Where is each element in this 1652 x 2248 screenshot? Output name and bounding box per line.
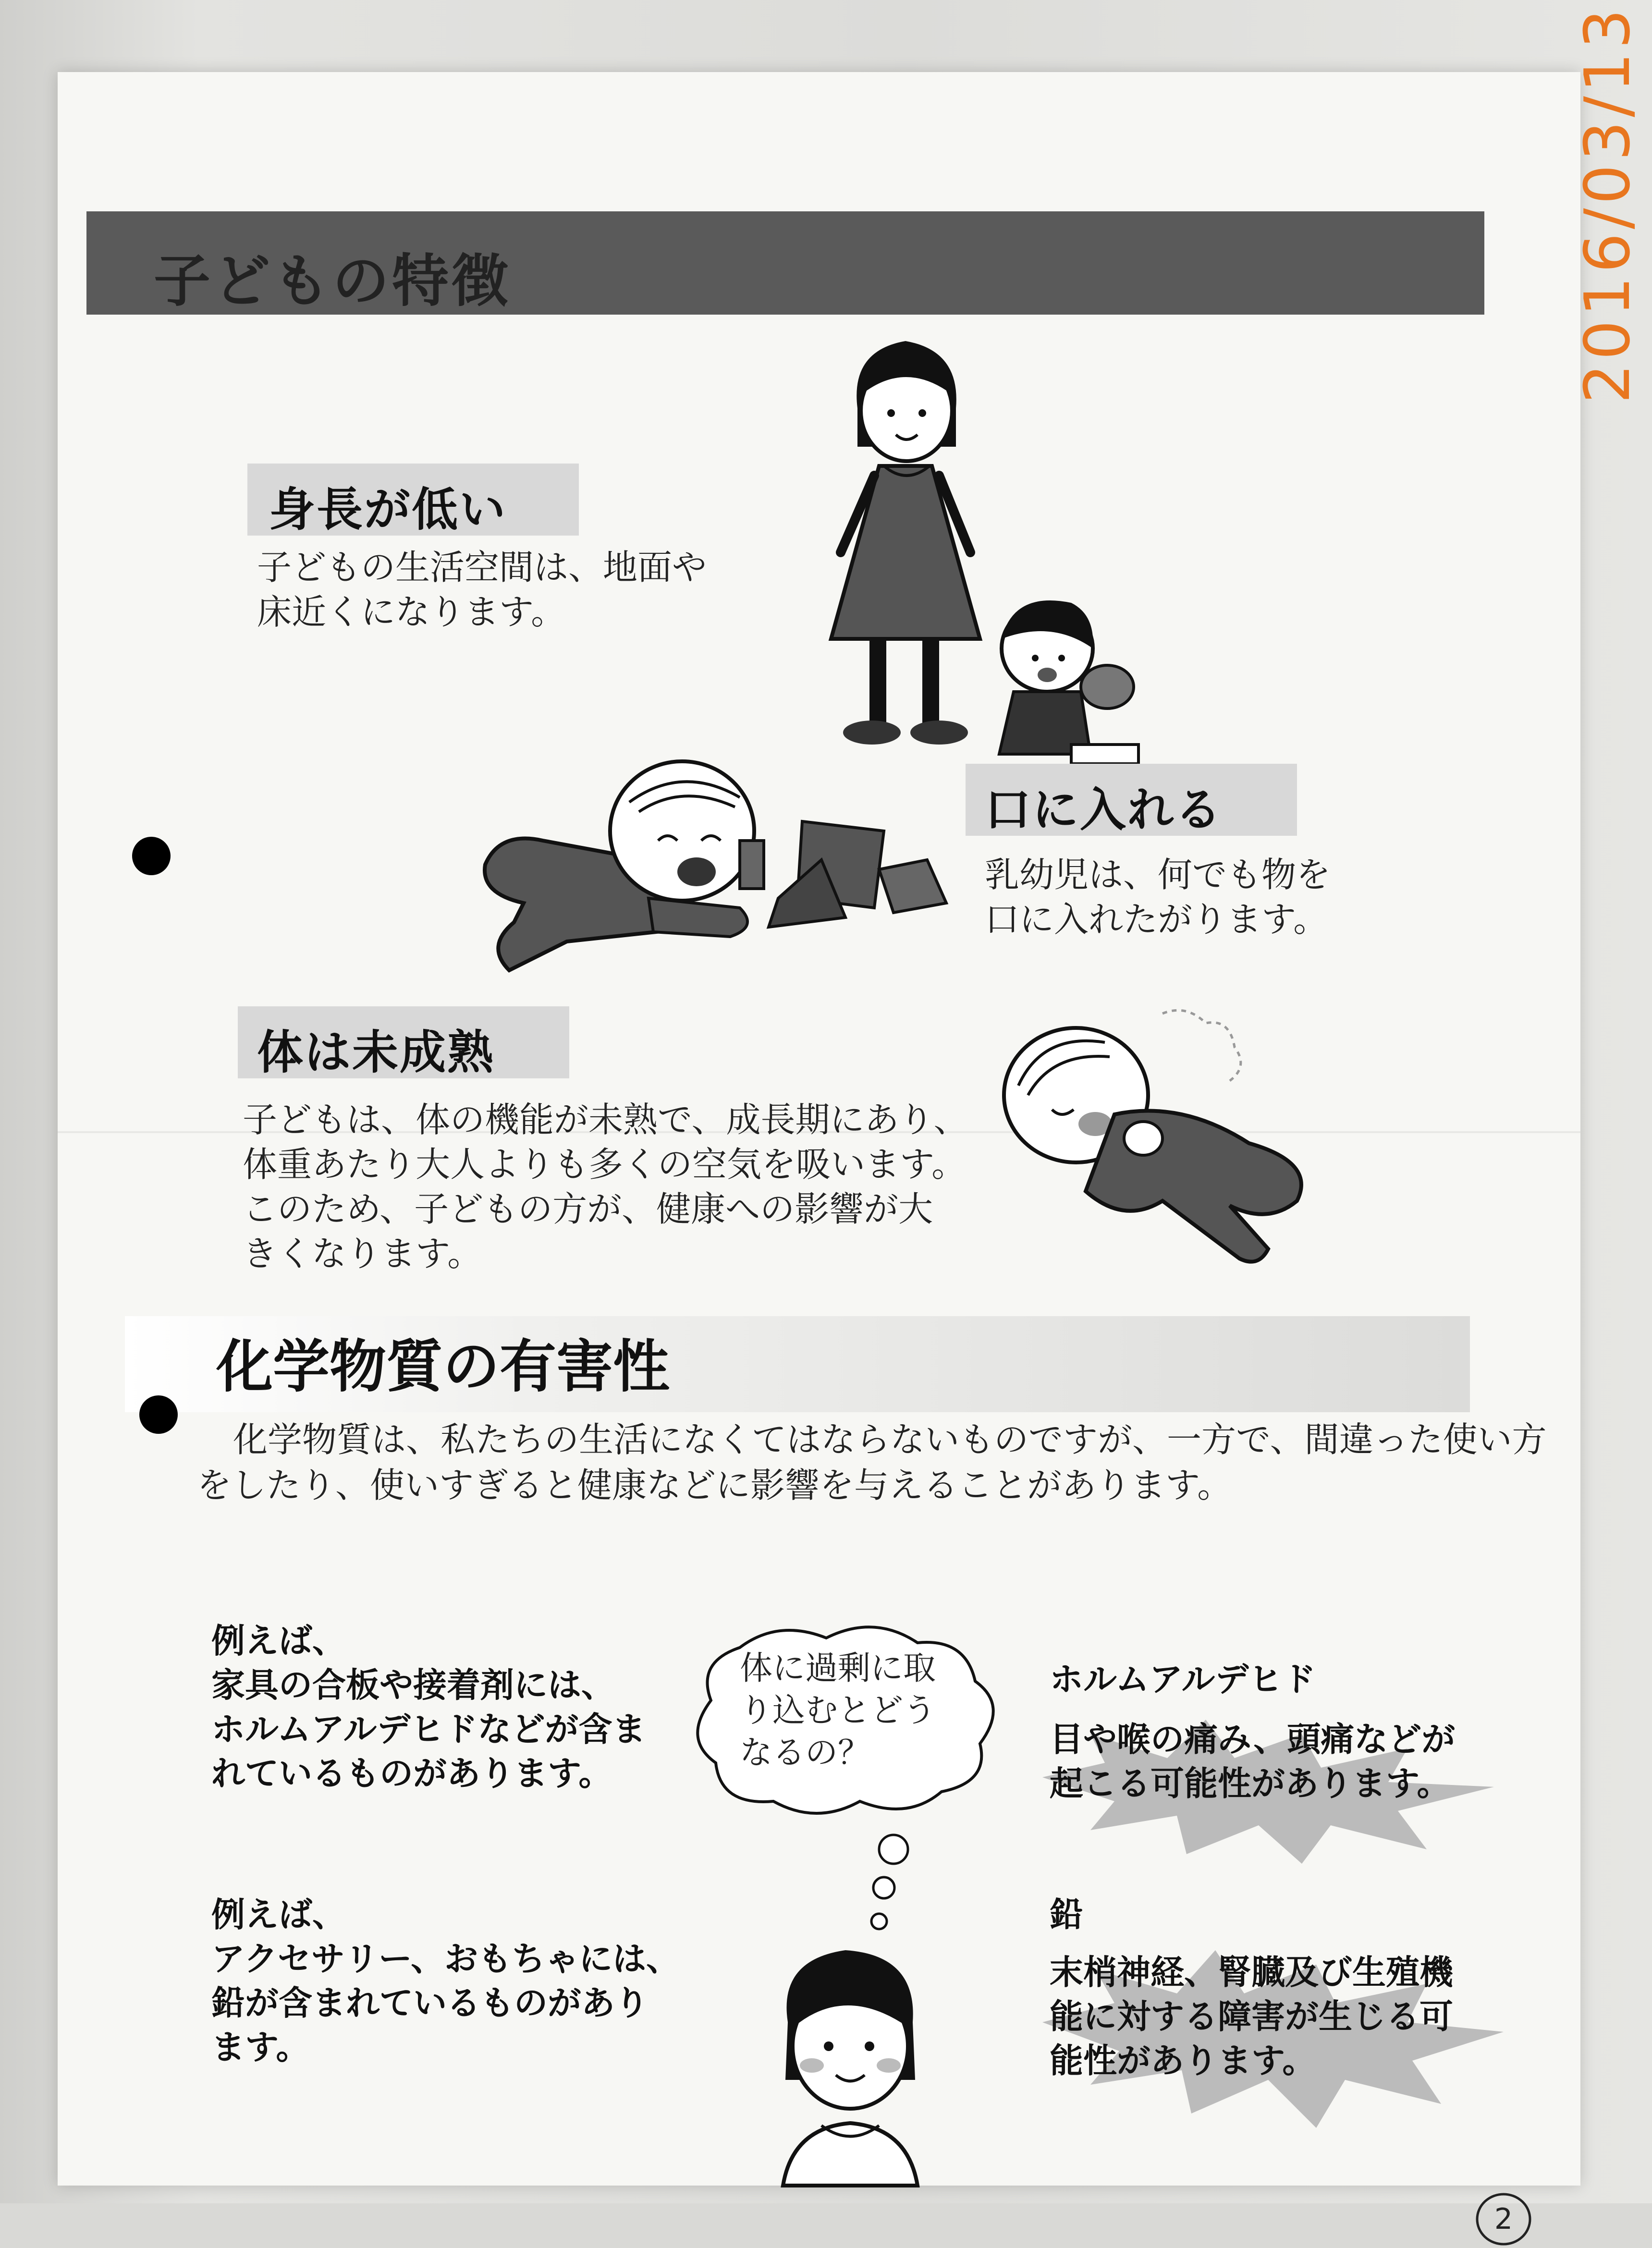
page-number: 2: [1494, 2202, 1513, 2236]
camera-date-stamp: 2016/03/13: [1571, 5, 1644, 403]
example-formaldehyde: 例えば、 家具の合板や接着剤には、 ホルムアルデヒドなどが含ま れているものがあります。: [211, 1621, 646, 1793]
section-title-child-characteristics: 子どもの特徴: [154, 248, 512, 314]
section-title-chemical-hazards: 化学物質の有害性: [216, 1333, 670, 1400]
text-immature: 子どもは、体の機能が未熟で、成長期にあり、 体重あたり大人よりも多くの空気を吸います。 このため、子どもの方が、健康への影響が大 きくなります。: [243, 1100, 968, 1274]
mother-child-illustration: [812, 322, 1148, 778]
heading-lead: 鉛: [1050, 1895, 1083, 1934]
sleeping-baby-illustration: [980, 999, 1326, 1335]
example-lead: 例えば、 アクセサリー、おもちゃには、 鉛が含まれているものがあり ます。: [211, 1895, 680, 2067]
text-lead-effect: 末梢神経、腎臓及び生殖機 能に対する障害が生じる可 能性があります。: [1050, 1953, 1453, 2080]
text-formaldehyde-effect: 目や喉の痛み、頭痛などが 起こる可能性があります。: [1050, 1720, 1456, 1803]
binder-hole-bottom: [139, 1395, 178, 1434]
heading-formaldehyde: ホルムアルデヒド: [1050, 1660, 1316, 1699]
text-mouth: 乳幼児は、何でも物を 口に入れたがります。: [985, 855, 1331, 940]
binder-hole-top: [132, 837, 171, 875]
page-number-circle: [1475, 2190, 1532, 2248]
lead-paragraph: 化学物質は、私たちの生活になくてはならないものですが、一方で、間違った使い方をしたり、使いすぎると健康などに影響を与えることがあります。: [197, 1419, 1547, 1505]
crawling-baby-illustration: [471, 745, 975, 1014]
handout-page: [58, 72, 1580, 2236]
woman-illustration: [749, 1936, 999, 2186]
subhead-mouth: 口に入れる: [985, 783, 1223, 837]
thought-bubble-text: 体に過剰に取 り込むとどう なるの？: [740, 1649, 936, 1772]
subhead-height: 身長が低い: [269, 483, 507, 537]
text-height: 子どもの生活空間は、地面や 床近くになります。: [257, 547, 707, 632]
subhead-immature: 体は未成熟: [257, 1026, 495, 1079]
